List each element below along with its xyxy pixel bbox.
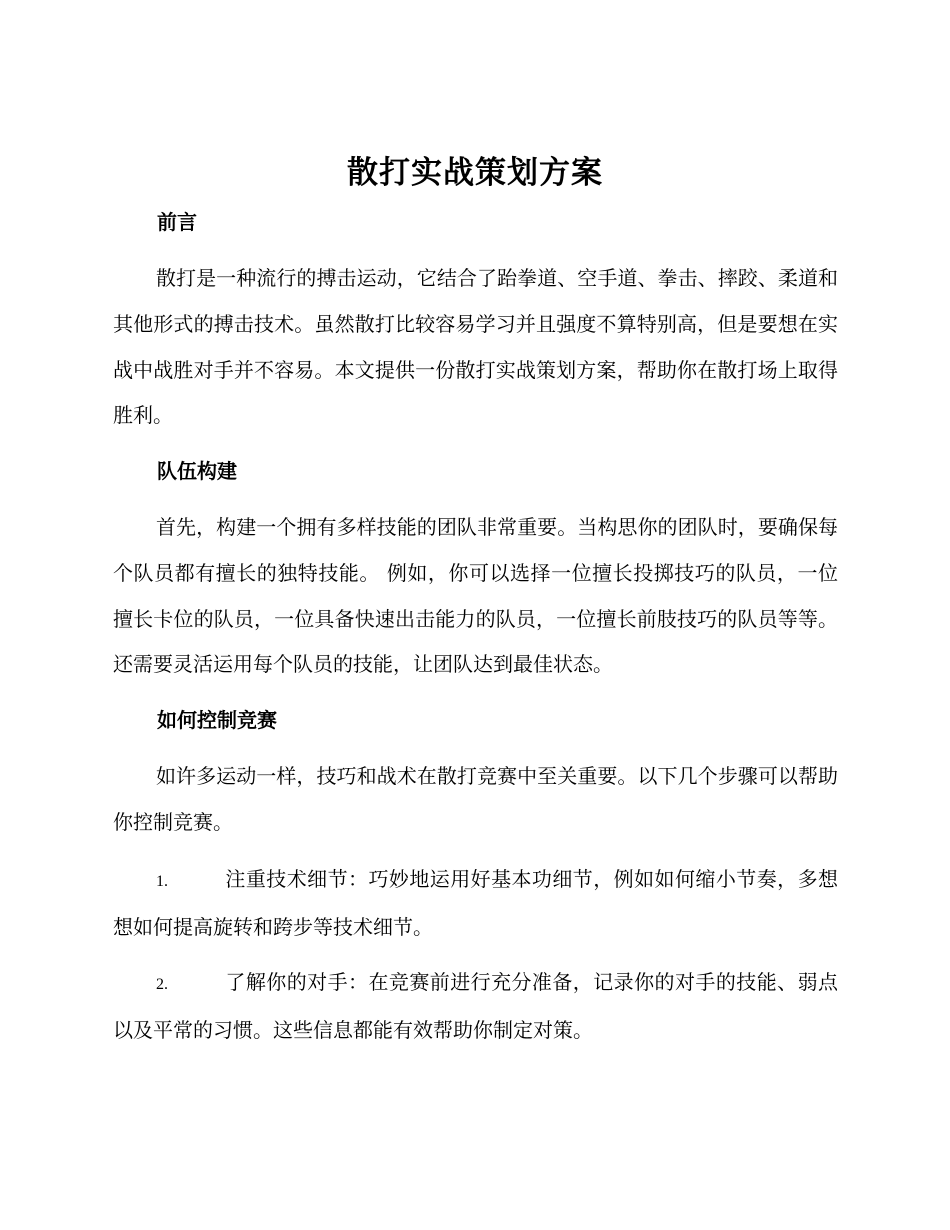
- preface-paragraph: 散打是一种流行的搏击运动，它结合了跆拳道、空手道、拳击、摔跤、柔道和其他形式的搏击技术。虽然散打比较容易学习并且强度不算特别高，但是要想在实战中战胜对手并不容易。本文提供一份散打实战策划方案，帮助你在散打场上取得胜利。: [113, 266, 838, 428]
- document-title: 散打实战策划方案: [347, 155, 603, 191]
- section-heading-team-building: 队伍构建: [157, 459, 237, 483]
- list-item: [113, 857, 838, 951]
- control-competition-paragraph: 如许多运动一样，技巧和战术在散打竞赛中至关重要。以下几个步骤可以帮助你控制竞赛。: [113, 764, 838, 834]
- list-item-text: 了解你的对手：在竞赛前进行充分准备，记录你的对手的技能、弱点以及平常的习惯。这些信息都能有效帮助你制定对策。: [113, 970, 838, 1042]
- list-item-text: 注重技术细节：巧妙地运用好基本功细节，例如如何缩小节奏，多想想如何提高旋转和跨步等技术细节。: [113, 867, 838, 939]
- section-heading-preface: 前言: [157, 210, 197, 234]
- team-building-paragraph: 首先，构建一个拥有多样技能的团队非常重要。当构思你的团队时，要确保每个队员都有擅长的独特技能。 例如，你可以选择一位擅长投掷技巧的队员，一位擅长卡位的队员，一位具备快速出击能力的队员，一位擅长前肢技巧的队员等等。还需要灵活运用每个队员的技能，让团队达到最佳状态。: [113, 515, 838, 677]
- list-item: [113, 960, 838, 1054]
- list-item-number: 2.: [156, 976, 168, 993]
- section-heading-control-competition: 如何控制竞赛: [157, 708, 277, 732]
- list-item-number: 1.: [156, 873, 168, 890]
